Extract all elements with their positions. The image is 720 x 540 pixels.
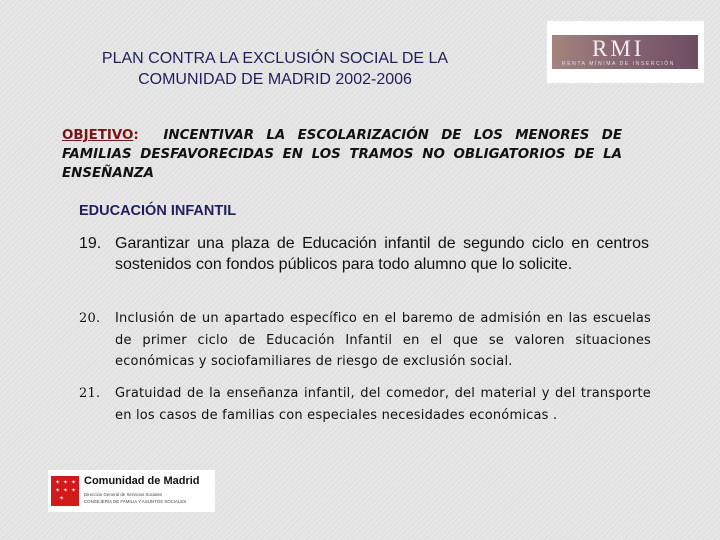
list-item-text: Garantizar una plaza de Educación infantil de segundo ciclo en centros sostenidos con fondos públicos para todo alumno que lo solicite. xyxy=(115,235,649,273)
rmi-logo xyxy=(547,21,704,83)
list-item xyxy=(79,308,651,373)
comunidad-madrid-name: Comunidad de Madrid xyxy=(84,475,200,487)
rmi-logo-subtitle: RENTA MÍNIMA DE INSERCIÓN xyxy=(562,61,675,67)
list-item xyxy=(79,383,651,426)
page-title xyxy=(60,48,490,90)
list-item-number: 19. xyxy=(79,235,102,252)
objective-separator: : xyxy=(133,128,139,143)
page-title-line1: PLAN CONTRA LA EXCLUSIÓN SOCIAL DE LA xyxy=(101,50,449,67)
objective-paragraph xyxy=(62,126,622,183)
list-item-text: Gratuidad de la enseñanza infantil, del comedor, del material y del transporte en los casos de familias con especiales necesidades económicas . xyxy=(115,386,651,423)
list-item xyxy=(79,233,649,275)
list-item-number: 20. xyxy=(79,311,101,326)
comunidad-madrid-ministry: CONSEJERÍA DE FAMILIA Y ASUNTOS SOCIALES xyxy=(84,499,187,504)
rmi-logo-panel xyxy=(552,35,698,69)
objective-label: OBJETIVO xyxy=(62,128,134,143)
objective-text: INCENTIVAR LA ESCOLARIZACIÓN DE LOS MENORES DE FAMILIAS DESFAVORECIDAS EN LOS TRAMOS NO OBLIGATORIOS DE LA ENSEÑANZA xyxy=(62,128,622,181)
list-item-number: 21. xyxy=(79,386,101,401)
list-item-text: Inclusión de un apartado específico en el baremo de admisión en las escuelas de primer ciclo de Educación Infantil en el que se valoren situaciones económicas y sociofamiliares de riesgo de exclusión social. xyxy=(115,311,651,369)
rmi-logo-text: RMI xyxy=(592,36,645,61)
comunidad-madrid-department: Dirección General de Servicios Sociales xyxy=(84,492,163,497)
comunidad-madrid-logo xyxy=(48,470,215,512)
section-heading: EDUCACIÓN INFANTIL xyxy=(79,203,237,219)
madrid-flag-icon: ✦ ✦ ✦ ✦ ✦ ✦ ✦ xyxy=(51,476,79,506)
page-title-line2: COMUNIDAD DE MADRID 2002-2006 xyxy=(138,71,412,88)
